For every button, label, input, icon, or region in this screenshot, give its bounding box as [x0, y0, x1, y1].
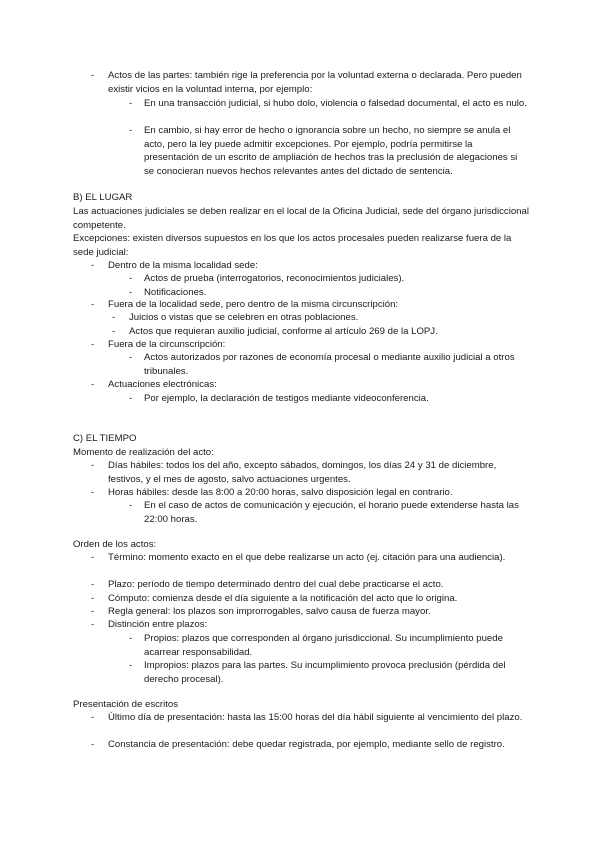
bullet-dash: - — [129, 633, 133, 644]
sublist-item-propios: Propios: plazos que corresponden al órgano jurisdiccional. Su incumplimiento puede acarrear responsabilidad. — [144, 633, 503, 658]
section-heading-tiempo: C) EL TIEMPO — [73, 433, 137, 444]
paragraph-presentacion: Presentación de escritos — [73, 699, 179, 710]
bullet-dash: - — [129, 287, 133, 298]
bullet-dash: - — [129, 500, 133, 511]
bullet-dash: - — [91, 606, 95, 617]
bullet-dash: - — [129, 125, 133, 136]
list-item-dias-habiles: Días hábiles: todos los del año, excepto sábados, domingos, los días 24 y 31 de diciembre, festivos, y el mes de agosto, salvo actuaciones urgentes. — [108, 460, 497, 485]
list-item-misma-localidad: Dentro de la misma localidad sede: — [108, 260, 258, 271]
bullet-dash: - — [91, 579, 95, 590]
bullet-dash: - — [91, 712, 95, 723]
sublist-item-error-hecho: En cambio, si hay error de hecho o ignorancia sobre un hecho, no siempre se anula el acto, pero la ley puede admitir excepciones. Por ejemplo, podría permitirse la presentación de un escrito de ampliación de hechos tras la preclusión de alegaciones si se conocieran nuevos hechos relevantes antes del dictado de sentencia. — [144, 125, 518, 177]
paragraph-lugar-intro: Las actuaciones judiciales se deben realizar en el local de la Oficina Judicial, sede del órgano jurisdiccional competente. — [73, 206, 529, 231]
bullet-dash: - — [91, 260, 95, 271]
bullet-dash: - — [91, 593, 95, 604]
list-item-constancia: Constancia de presentación: debe quedar registrada, por ejemplo, mediante sello de registro. — [108, 739, 505, 750]
bullet-dash: - — [129, 273, 133, 284]
bullet-dash: - — [112, 326, 116, 337]
bullet-dash: - — [91, 460, 95, 471]
list-item-computo: Cómputo: comienza desde el día siguiente a la notificación del acto que lo origina. — [108, 593, 458, 604]
section-heading-lugar: B) EL LUGAR — [73, 192, 133, 203]
sublist-item-horario-extendido: En el caso de actos de comunicación y ejecución, el horario puede extenderse hasta las 22:00 horas. — [144, 500, 519, 525]
paragraph-orden-actos: Orden de los actos: — [73, 539, 157, 550]
list-item-actos-partes: Actos de las partes: también rige la preferencia por la voluntad externa o declarada. Pero pueden existir vicios en la voluntad interna, por ejemplo: — [108, 70, 522, 95]
bullet-dash: - — [91, 339, 95, 350]
sublist-item-auxilio-judicial: Actos que requieran auxilio judicial, conforme al artículo 269 de la LOPJ. — [129, 326, 438, 337]
list-item-fuera-localidad: Fuera de la localidad sede, pero dentro de la misma circunscripción: — [108, 299, 399, 310]
bullet-dash: - — [91, 70, 95, 81]
sublist-item-impropios: Impropios: plazos para las partes. Su incumplimiento provoca preclusión (pérdida del derecho procesal). — [144, 660, 506, 685]
bullet-dash: - — [91, 739, 95, 750]
bullet-dash: - — [129, 393, 133, 404]
bullet-dash: - — [91, 299, 95, 310]
bullet-dash: - — [91, 487, 95, 498]
bullet-dash: - — [91, 552, 95, 563]
sublist-item-notificaciones: Notificaciones. — [144, 287, 207, 298]
list-item-electronicas: Actuaciones electrónicas: — [108, 379, 217, 390]
list-item-termino: Término: momento exacto en el que debe realizarse un acto (ej. citación para una audiencia). — [108, 552, 506, 563]
bullet-dash: - — [129, 660, 133, 671]
paragraph-excepciones: Excepciones: existen diversos supuestos en los que los actos procesales pueden realizarse fuera de la sede judicial: — [73, 233, 512, 258]
paragraph-momento: Momento de realización del acto: — [73, 447, 214, 458]
sublist-item-actos-prueba: Actos de prueba (interrogatorios, reconocimientos judiciales). — [144, 273, 405, 284]
list-item-horas-habiles: Horas hábiles: desde las 8:00 a 20:00 horas, salvo disposición legal en contrario. — [108, 487, 453, 498]
list-item-distincion: Distinción entre plazos: — [108, 619, 208, 630]
list-item-ultimo-dia: Último día de presentación: hasta las 15:00 horas del día hábil siguiente al vencimiento del plazo. — [108, 712, 523, 723]
bullet-dash: - — [129, 98, 133, 109]
sublist-item-videoconferencia: Por ejemplo, la declaración de testigos mediante videoconferencia. — [144, 393, 429, 404]
sublist-item-transaccion: En una transacción judicial, si hubo dolo, violencia o falsedad documental, el acto es nulo. — [144, 98, 527, 109]
bullet-dash: - — [129, 352, 133, 363]
sublist-item-economia-procesal: Actos autorizados por razones de economía procesal o mediante auxilio judicial a otros tribunales. — [144, 352, 515, 377]
list-item-regla-general: Regla general: los plazos son improrrogables, salvo causa de fuerza mayor. — [108, 606, 431, 617]
bullet-dash: - — [112, 312, 116, 323]
bullet-dash: - — [91, 379, 95, 390]
list-item-plazo: Plazo: período de tiempo determinado dentro del cual debe practicarse el acto. — [108, 579, 444, 590]
list-item-fuera-circunscripcion: Fuera de la circunscripción: — [108, 339, 226, 350]
sublist-item-juicios-vistas: Juicios o vistas que se celebren en otras poblaciones. — [129, 312, 359, 323]
bullet-dash: - — [91, 619, 95, 630]
